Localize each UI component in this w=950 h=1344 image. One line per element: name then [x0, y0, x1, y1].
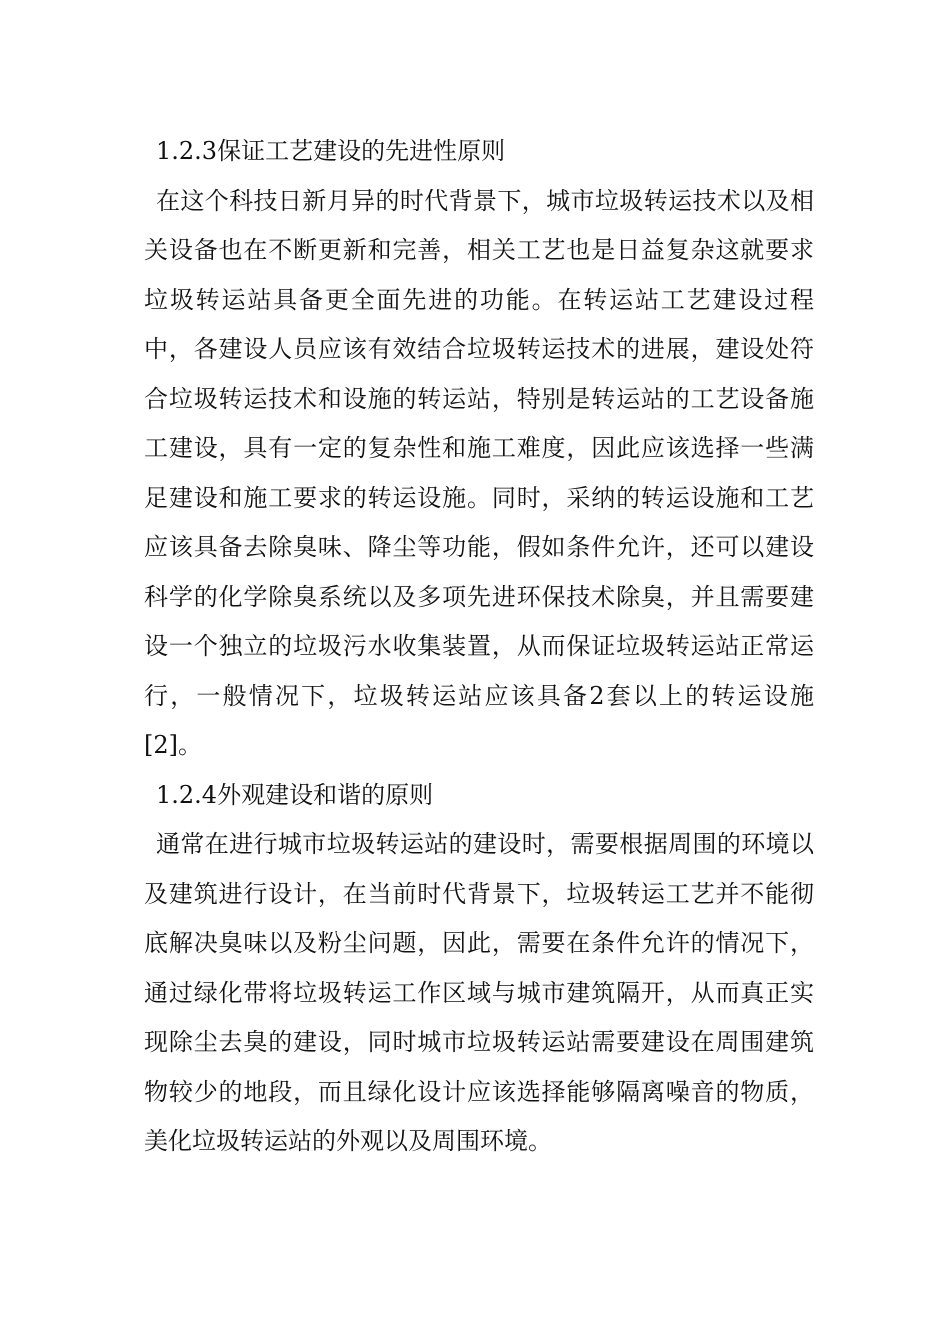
- section-paragraph-1-2-4: 通常在进行城市垃圾转运站的建设时，需要根据周围的环境以及建筑进行设计，在当前时代背景下，垃圾转运工艺并不能彻底解决臭味以及粉尘问题，因此，需要在条件允许的情况下，通过绿化带将垃圾转运工作区域与城市建筑隔开，从而真正实现除尘去臭的建设，同时城市垃圾转运站需要建设在周围建筑物较少的地段，而且绿化设计应该选择能够隔离噪音的物质，美化垃圾转运站的外观以及周围环境。: [144, 830, 814, 1155]
- document-body: [144, 127, 814, 1167]
- section-heading-1-2-3: 1.2.3保证工艺建设的先进性原则: [156, 137, 506, 165]
- section-paragraph-1-2-3: 在这个科技日新月异的时代背景下，城市垃圾转运技术以及相关设备也在不断更新和完善，相关工艺也是日益复杂这就要求垃圾转运站具备更全面先进的功能。在转运站工艺建设过程中，各建设人员应该有效结合垃圾转运技术的进展，建设处符合垃圾转运技术和设施的转运站，特别是转运站的工艺设备施工建设，具有一定的复杂性和施工难度，因此应该选择一些满足建设和施工要求的转运设施。同时，采纳的转运设施和工艺应该具备去除臭味、降尘等功能，假如条件允许，还可以建设科学的化学除臭系统以及多项先进环保技术除臭，并且需要建设一个独立的垃圾污水收集装置，从而保证垃圾转运站正常运行，一般情况下，垃圾转运站应该具备2套以上的转运设施[2]。: [144, 186, 814, 759]
- section-heading-1-2-4: 1.2.4外观建设和谐的原则: [156, 780, 434, 809]
